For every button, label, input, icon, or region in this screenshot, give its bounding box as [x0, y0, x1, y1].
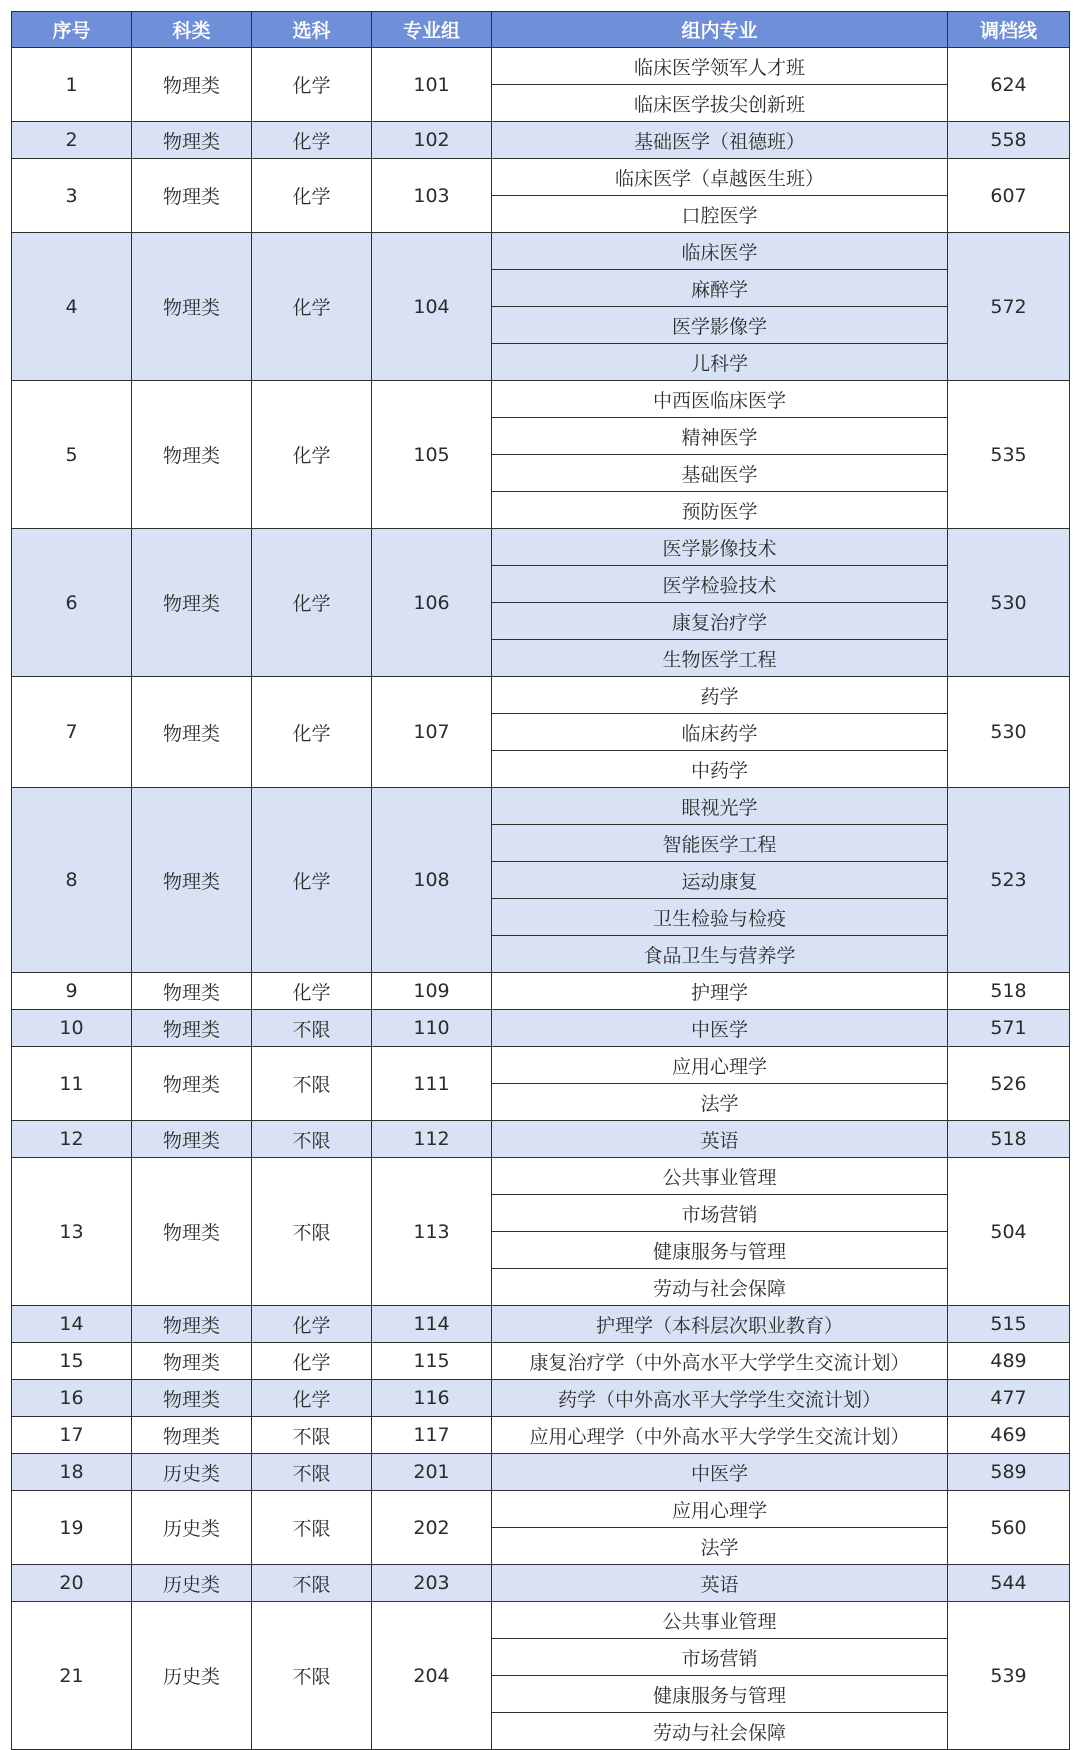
- cell-group: 204: [372, 1602, 492, 1750]
- cell-no: 9: [12, 973, 132, 1010]
- admission-score-table-container: [11, 11, 1069, 1750]
- cell-score: 624: [948, 48, 1070, 122]
- cell-major: 英语: [492, 1565, 948, 1602]
- cell-major: 临床医学（卓越医生班）: [492, 159, 948, 196]
- cell-category: 物理类: [132, 1158, 252, 1306]
- cell-major: 预防医学: [492, 492, 948, 529]
- cell-subject: 不限: [252, 1417, 372, 1454]
- cell-score: 526: [948, 1047, 1070, 1121]
- table-row: [12, 1047, 1070, 1084]
- cell-major: 麻醉学: [492, 270, 948, 307]
- cell-group: 104: [372, 233, 492, 381]
- cell-category: 物理类: [132, 677, 252, 788]
- cell-category: 物理类: [132, 48, 252, 122]
- cell-category: 物理类: [132, 1343, 252, 1380]
- header-group: 专业组: [372, 12, 492, 48]
- cell-major: 智能医学工程: [492, 825, 948, 862]
- cell-major: 公共事业管理: [492, 1602, 948, 1639]
- cell-subject: 化学: [252, 973, 372, 1010]
- cell-group: 107: [372, 677, 492, 788]
- cell-subject: 不限: [252, 1454, 372, 1491]
- table-row: [12, 381, 1070, 418]
- cell-major: 劳动与社会保障: [492, 1269, 948, 1306]
- cell-subject: 化学: [252, 122, 372, 159]
- cell-major: 应用心理学: [492, 1047, 948, 1084]
- cell-score: 535: [948, 381, 1070, 529]
- cell-group: 114: [372, 1306, 492, 1343]
- table-row: [12, 1343, 1070, 1380]
- cell-score: 489: [948, 1343, 1070, 1380]
- cell-group: 108: [372, 788, 492, 973]
- table-row: [12, 1158, 1070, 1195]
- header-no: 序号: [12, 12, 132, 48]
- cell-score: 518: [948, 973, 1070, 1010]
- cell-group: 103: [372, 159, 492, 233]
- cell-subject: 化学: [252, 1306, 372, 1343]
- cell-subject: 化学: [252, 529, 372, 677]
- cell-category: 物理类: [132, 1047, 252, 1121]
- cell-score: 530: [948, 529, 1070, 677]
- cell-no: 1: [12, 48, 132, 122]
- table-row: [12, 1454, 1070, 1491]
- cell-group: 113: [372, 1158, 492, 1306]
- table-body: [12, 48, 1070, 1750]
- cell-major: 临床药学: [492, 714, 948, 751]
- cell-major: 临床医学拔尖创新班: [492, 85, 948, 122]
- cell-subject: 化学: [252, 677, 372, 788]
- cell-score: 523: [948, 788, 1070, 973]
- cell-category: 物理类: [132, 1306, 252, 1343]
- cell-subject: 化学: [252, 1380, 372, 1417]
- cell-category: 历史类: [132, 1565, 252, 1602]
- cell-group: 111: [372, 1047, 492, 1121]
- cell-category: 物理类: [132, 529, 252, 677]
- cell-no: 18: [12, 1454, 132, 1491]
- cell-major: 应用心理学（中外高水平大学学生交流计划）: [492, 1417, 948, 1454]
- cell-score: 589: [948, 1454, 1070, 1491]
- table-row: [12, 677, 1070, 714]
- table-row: [12, 233, 1070, 270]
- cell-major: 法学: [492, 1528, 948, 1565]
- table-row: [12, 48, 1070, 85]
- cell-category: 物理类: [132, 159, 252, 233]
- cell-subject: 化学: [252, 381, 372, 529]
- cell-major: 精神医学: [492, 418, 948, 455]
- cell-group: 203: [372, 1565, 492, 1602]
- cell-major: 护理学（本科层次职业教育）: [492, 1306, 948, 1343]
- table-row: [12, 1121, 1070, 1158]
- cell-no: 11: [12, 1047, 132, 1121]
- cell-major: 儿科学: [492, 344, 948, 381]
- cell-group: 106: [372, 529, 492, 677]
- cell-major: 药学: [492, 677, 948, 714]
- cell-major: 医学影像学: [492, 307, 948, 344]
- cell-major: 劳动与社会保障: [492, 1713, 948, 1750]
- cell-major: 生物医学工程: [492, 640, 948, 677]
- table-row: [12, 122, 1070, 159]
- cell-no: 8: [12, 788, 132, 973]
- cell-category: 物理类: [132, 788, 252, 973]
- cell-no: 19: [12, 1491, 132, 1565]
- cell-subject: 化学: [252, 788, 372, 973]
- cell-no: 7: [12, 677, 132, 788]
- table-row: [12, 1306, 1070, 1343]
- cell-subject: 化学: [252, 1343, 372, 1380]
- cell-score: 544: [948, 1565, 1070, 1602]
- table-row: [12, 159, 1070, 196]
- cell-subject: 化学: [252, 159, 372, 233]
- cell-major: 护理学: [492, 973, 948, 1010]
- cell-score: 469: [948, 1417, 1070, 1454]
- cell-subject: 不限: [252, 1047, 372, 1121]
- cell-no: 15: [12, 1343, 132, 1380]
- cell-major: 医学检验技术: [492, 566, 948, 603]
- cell-major: 应用心理学: [492, 1491, 948, 1528]
- cell-group: 112: [372, 1121, 492, 1158]
- cell-subject: 不限: [252, 1491, 372, 1565]
- cell-score: 607: [948, 159, 1070, 233]
- cell-major: 临床医学: [492, 233, 948, 270]
- cell-no: 14: [12, 1306, 132, 1343]
- cell-no: 16: [12, 1380, 132, 1417]
- cell-category: 物理类: [132, 1417, 252, 1454]
- cell-subject: 不限: [252, 1010, 372, 1047]
- header-score: 调档线: [948, 12, 1070, 48]
- cell-major: 康复治疗学: [492, 603, 948, 640]
- cell-major: 药学（中外高水平大学学生交流计划）: [492, 1380, 948, 1417]
- cell-major: 口腔医学: [492, 196, 948, 233]
- cell-major: 中医学: [492, 1010, 948, 1047]
- cell-major: 医学影像技术: [492, 529, 948, 566]
- cell-major: 健康服务与管理: [492, 1232, 948, 1269]
- header-category: 科类: [132, 12, 252, 48]
- cell-subject: 化学: [252, 48, 372, 122]
- cell-category: 历史类: [132, 1454, 252, 1491]
- cell-subject: 不限: [252, 1158, 372, 1306]
- cell-score: 504: [948, 1158, 1070, 1306]
- cell-major: 健康服务与管理: [492, 1676, 948, 1713]
- cell-no: 13: [12, 1158, 132, 1306]
- cell-major: 中医学: [492, 1454, 948, 1491]
- cell-score: 558: [948, 122, 1070, 159]
- cell-major: 基础医学: [492, 455, 948, 492]
- table-row: [12, 973, 1070, 1010]
- cell-category: 历史类: [132, 1602, 252, 1750]
- cell-no: 21: [12, 1602, 132, 1750]
- table-row: [12, 1010, 1070, 1047]
- table-row: [12, 529, 1070, 566]
- cell-category: 物理类: [132, 122, 252, 159]
- cell-no: 2: [12, 122, 132, 159]
- table-row: [12, 1417, 1070, 1454]
- cell-score: 539: [948, 1602, 1070, 1750]
- cell-score: 530: [948, 677, 1070, 788]
- cell-major: 英语: [492, 1121, 948, 1158]
- cell-group: 202: [372, 1491, 492, 1565]
- cell-group: 115: [372, 1343, 492, 1380]
- cell-no: 4: [12, 233, 132, 381]
- cell-category: 物理类: [132, 973, 252, 1010]
- cell-major: 市场营销: [492, 1639, 948, 1676]
- cell-group: 101: [372, 48, 492, 122]
- cell-score: 560: [948, 1491, 1070, 1565]
- cell-major: 法学: [492, 1084, 948, 1121]
- cell-major: 中药学: [492, 751, 948, 788]
- cell-major: 康复治疗学（中外高水平大学学生交流计划）: [492, 1343, 948, 1380]
- cell-category: 物理类: [132, 233, 252, 381]
- cell-group: 109: [372, 973, 492, 1010]
- cell-no: 6: [12, 529, 132, 677]
- cell-major: 运动康复: [492, 862, 948, 899]
- cell-subject: 不限: [252, 1121, 372, 1158]
- table-row: [12, 1565, 1070, 1602]
- cell-major: 眼视光学: [492, 788, 948, 825]
- cell-group: 201: [372, 1454, 492, 1491]
- cell-major: 食品卫生与营养学: [492, 936, 948, 973]
- cell-no: 5: [12, 381, 132, 529]
- cell-major: 临床医学领军人才班: [492, 48, 948, 85]
- cell-major: 基础医学（祖德班）: [492, 122, 948, 159]
- table-row: [12, 1602, 1070, 1639]
- cell-subject: 不限: [252, 1565, 372, 1602]
- cell-subject: 化学: [252, 233, 372, 381]
- table-row: [12, 1380, 1070, 1417]
- cell-group: 110: [372, 1010, 492, 1047]
- cell-category: 物理类: [132, 381, 252, 529]
- cell-category: 物理类: [132, 1121, 252, 1158]
- cell-score: 515: [948, 1306, 1070, 1343]
- cell-major: 市场营销: [492, 1195, 948, 1232]
- header-majors: 组内专业: [492, 12, 948, 48]
- cell-group: 117: [372, 1417, 492, 1454]
- table-row: [12, 788, 1070, 825]
- header-subject: 选科: [252, 12, 372, 48]
- cell-category: 历史类: [132, 1491, 252, 1565]
- cell-no: 20: [12, 1565, 132, 1602]
- cell-no: 10: [12, 1010, 132, 1047]
- cell-group: 105: [372, 381, 492, 529]
- cell-no: 3: [12, 159, 132, 233]
- cell-subject: 不限: [252, 1602, 372, 1750]
- cell-category: 物理类: [132, 1380, 252, 1417]
- cell-group: 102: [372, 122, 492, 159]
- cell-category: 物理类: [132, 1010, 252, 1047]
- cell-no: 12: [12, 1121, 132, 1158]
- cell-score: 477: [948, 1380, 1070, 1417]
- cell-major: 公共事业管理: [492, 1158, 948, 1195]
- cell-major: 中西医临床医学: [492, 381, 948, 418]
- cell-score: 571: [948, 1010, 1070, 1047]
- cell-score: 518: [948, 1121, 1070, 1158]
- table-row: [12, 1491, 1070, 1528]
- header-row: [12, 12, 1070, 48]
- cell-score: 572: [948, 233, 1070, 381]
- cell-group: 116: [372, 1380, 492, 1417]
- cell-major: 卫生检验与检疫: [492, 899, 948, 936]
- admission-score-table: [11, 11, 1070, 1750]
- cell-no: 17: [12, 1417, 132, 1454]
